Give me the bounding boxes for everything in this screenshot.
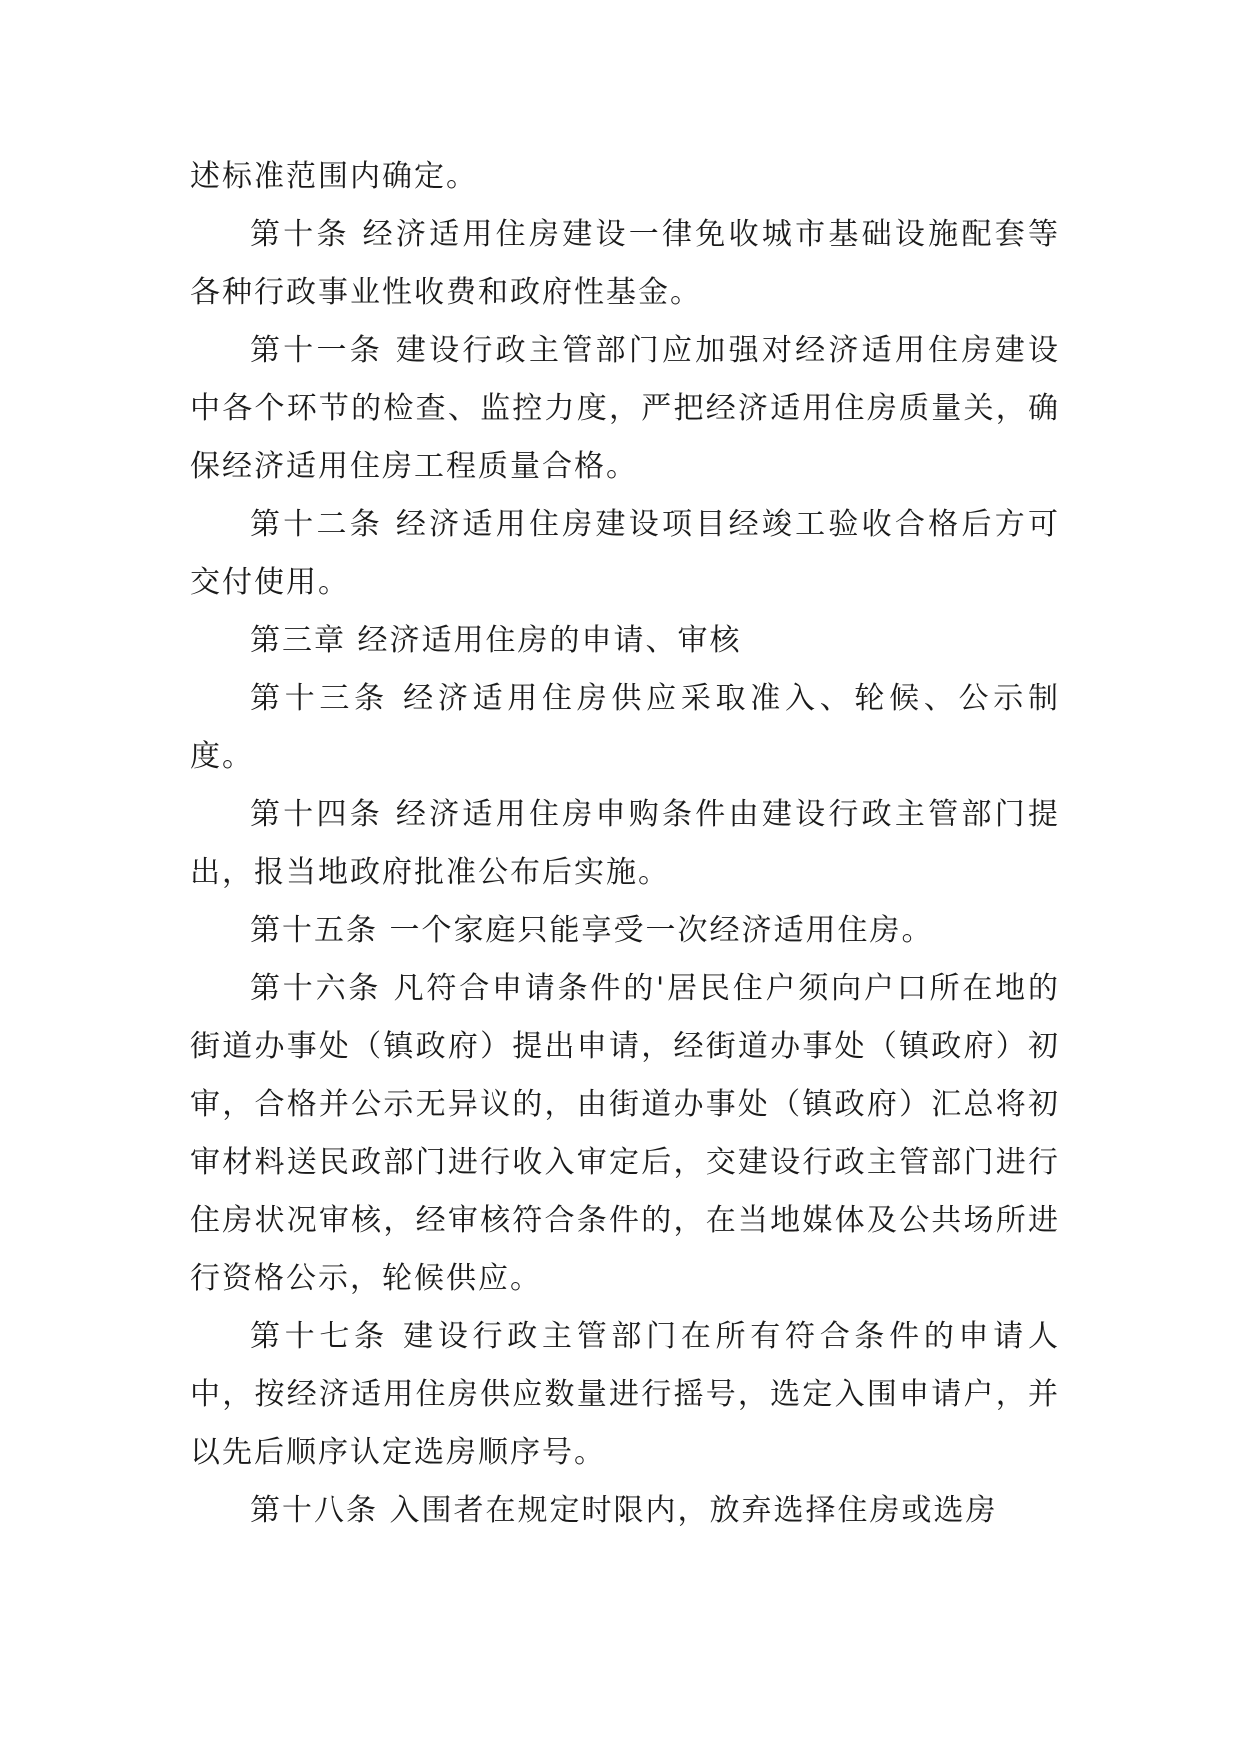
paragraph-article-16: 第十六条 凡符合申请条件的'居民住户须向户口所在地的街道办事处（镇政府）提出申请，经街道办事处（镇政府）初审，合格并公示无异议的，由街道办事处（镇政府）汇总将初审材料送民政部门进行收入审定后，交建设行政主管部门进行住房状况审核，经审核符合条件的，在当地媒体及公共场所进行资格公示，轮候供应。 xyxy=(190,971,1060,1296)
paragraph-article-15: 第十五条 一个家庭只能享受一次经济适用住房。 xyxy=(250,913,934,948)
paragraph-article-11: 第十一条 建设行政主管部门应加强对经济适用住房建设中各个环节的检查、监控力度，严把经济适用住房质量关，确保经济适用住房工程质量合格。 xyxy=(190,333,1060,484)
document-body xyxy=(190,148,1060,1540)
paragraph-article-14: 第十四条 经济适用住房申购条件由建设行政主管部门提出，报当地政府批准公布后实施。 xyxy=(190,797,1060,890)
paragraph-article-10: 第十条 经济适用住房建设一律免收城市基础设施配套等各种行政事业性收费和政府性基金。 xyxy=(190,217,1060,310)
paragraph-article-12: 第十二条 经济适用住房建设项目经竣工验收合格后方可交付使用。 xyxy=(190,507,1060,600)
paragraph-article-17: 第十七条 建设行政主管部门在所有符合条件的申请人中，按经济适用住房供应数量进行摇号，选定入围申请户，并以先后顺序认定选房顺序号。 xyxy=(190,1319,1060,1470)
paragraph-article-18: 第十八条 入围者在规定时限内，放弃选择住房或选房 xyxy=(250,1493,998,1528)
chapter-heading-3: 第三章 经济适用住房的申请、审核 xyxy=(250,623,742,658)
paragraph-continuation: 述标准范围内确定。 xyxy=(190,159,478,194)
paragraph-article-13: 第十三条 经济适用住房供应采取准入、轮候、公示制度。 xyxy=(190,681,1060,774)
